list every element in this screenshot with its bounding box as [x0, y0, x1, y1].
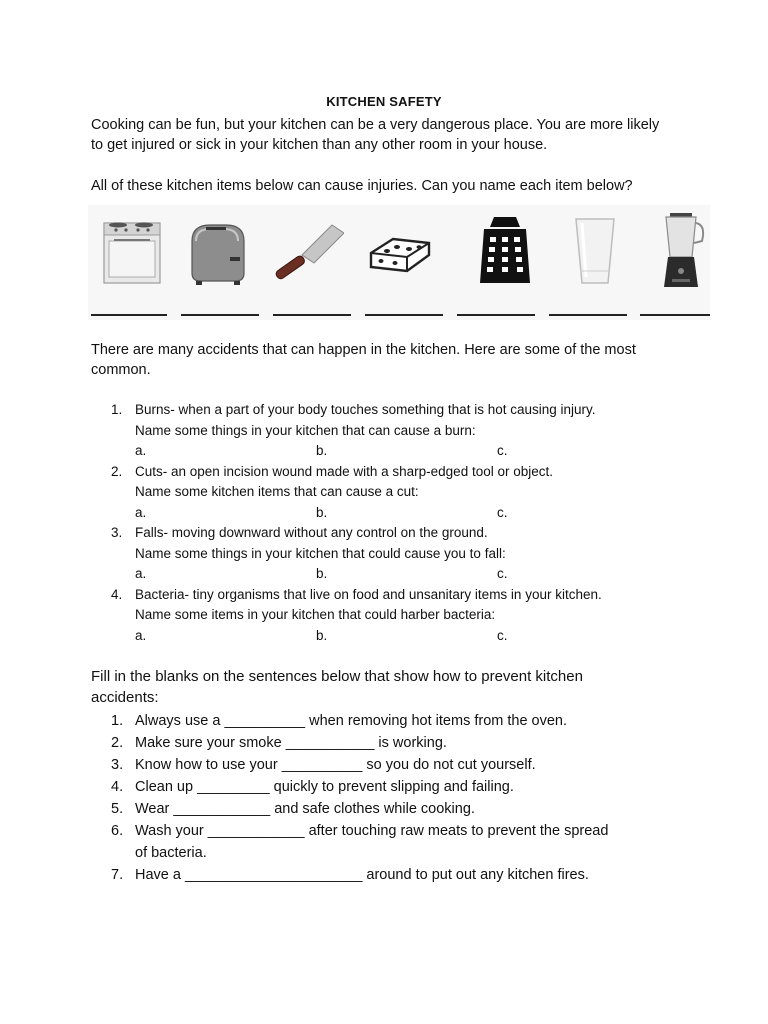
accidents-list: [111, 400, 711, 646]
item-number: 3.: [111, 525, 123, 540]
item-number: 7.: [111, 867, 124, 883]
item-number: 2.: [111, 463, 123, 479]
accidents-intro: [91, 340, 691, 380]
option-a[interactable]: a.: [135, 443, 147, 458]
option-b[interactable]: b.: [316, 443, 328, 458]
option-c[interactable]: c.: [497, 627, 508, 643]
list-item: [111, 776, 731, 798]
intro-line-2: to get injured or sick in your kitchen than any other room in your house.: [91, 137, 548, 153]
item-number: 1.: [111, 402, 123, 417]
item-number: 1.: [111, 713, 124, 729]
list-item: [111, 820, 731, 864]
fill-intro-line-1: Fill in the blanks on the sentences below that show how to prevent kitchen: [91, 668, 583, 685]
fill-sentence[interactable]: Always use a __________ when removing hot items from the oven.: [135, 713, 568, 729]
accident-definition: Falls- moving downward without any control on the ground.: [135, 525, 488, 540]
item-number: 3.: [111, 757, 124, 773]
intro-line-1: Cooking can be fun, but your kitchen can be a very dangerous place. You are more likely: [91, 117, 660, 133]
answer-options: [135, 626, 711, 647]
item-number: 4.: [111, 779, 124, 795]
knife-icon: [270, 211, 344, 289]
kitchen-items-strip: [88, 205, 710, 320]
answer-line[interactable]: [457, 314, 535, 316]
items-prompt: All of these kitchen items below can cause injuries. Can you name each item below?: [91, 178, 633, 194]
page-title: KITCHEN SAFETY: [326, 94, 442, 109]
item-number: 5.: [111, 801, 124, 817]
fill-sentence[interactable]: Wash your ____________ after touching raw meats to prevent the spread: [135, 823, 609, 839]
option-b[interactable]: b.: [316, 627, 328, 643]
fill-in-list: [111, 710, 731, 886]
answer-line[interactable]: [640, 314, 710, 316]
option-a[interactable]: a.: [135, 566, 147, 581]
accident-question: Name some things in your kitchen that could cause you to fall:: [135, 545, 506, 561]
list-item: [111, 732, 731, 754]
list-item: [111, 754, 731, 776]
option-c[interactable]: c.: [497, 443, 508, 458]
list-item: [111, 798, 731, 820]
accidents-intro-line-1: There are many accidents that can happen in the kitchen. Here are some of the most: [91, 342, 636, 358]
fill-sentence-continued: of bacteria.: [135, 845, 207, 861]
option-b[interactable]: b.: [316, 566, 328, 581]
fill-intro-line-2: accidents:: [91, 689, 159, 706]
list-item: [111, 462, 711, 524]
fill-sentence[interactable]: Wear ____________ and safe clothes while cooking.: [135, 801, 475, 817]
answer-options: [135, 564, 711, 585]
list-item: [111, 585, 711, 647]
accident-question: Name some kitchen items that can cause a cut:: [135, 484, 419, 499]
fill-sentence[interactable]: Have a ______________________ around to put out any kitchen fires.: [135, 867, 589, 883]
answer-line[interactable]: [181, 314, 259, 316]
list-item: [111, 400, 711, 462]
glass-icon: [558, 211, 632, 289]
option-b[interactable]: b.: [316, 504, 328, 520]
accident-definition: Cuts- an open incision wound made with a sharp-edged tool or object.: [135, 463, 553, 479]
accident-definition: Burns- when a part of your body touches something that is hot causing injury.: [135, 402, 596, 417]
item-number: 4.: [111, 586, 123, 602]
answer-line[interactable]: [365, 314, 443, 316]
answer-line[interactable]: [273, 314, 351, 316]
option-a[interactable]: a.: [135, 504, 147, 520]
item-number: 2.: [111, 735, 124, 751]
option-c[interactable]: c.: [497, 504, 508, 520]
answer-options: [135, 441, 711, 462]
option-c[interactable]: c.: [497, 566, 508, 581]
blender-icon: [644, 211, 718, 289]
fill-intro: [91, 666, 691, 708]
option-a[interactable]: a.: [135, 627, 147, 643]
intro-paragraph: [91, 115, 691, 155]
answer-options: [135, 503, 711, 524]
grater-icon: [468, 211, 542, 289]
fill-sentence[interactable]: Clean up _________ quickly to prevent slipping and failing.: [135, 779, 514, 795]
fill-sentence[interactable]: Know how to use your __________ so you do not cut yourself.: [135, 757, 536, 773]
accidents-intro-line-2: common.: [91, 362, 151, 378]
accident-definition: Bacteria- tiny organisms that live on food and unsanitary items in your kitchen.: [135, 586, 602, 602]
answer-line[interactable]: [91, 314, 167, 316]
fill-sentence[interactable]: Make sure your smoke ___________ is working.: [135, 735, 447, 751]
accident-question: Name some items in your kitchen that could harber bacteria:: [135, 607, 496, 622]
list-item: [111, 864, 731, 886]
sponge-icon: [363, 211, 437, 289]
stove-icon: [94, 211, 168, 289]
accident-question: Name some things in your kitchen that can cause a burn:: [135, 422, 476, 438]
list-item: [111, 523, 711, 585]
answer-line[interactable]: [549, 314, 627, 316]
list-item: [111, 710, 731, 732]
item-number: 6.: [111, 823, 124, 839]
toaster-icon: [180, 211, 254, 289]
